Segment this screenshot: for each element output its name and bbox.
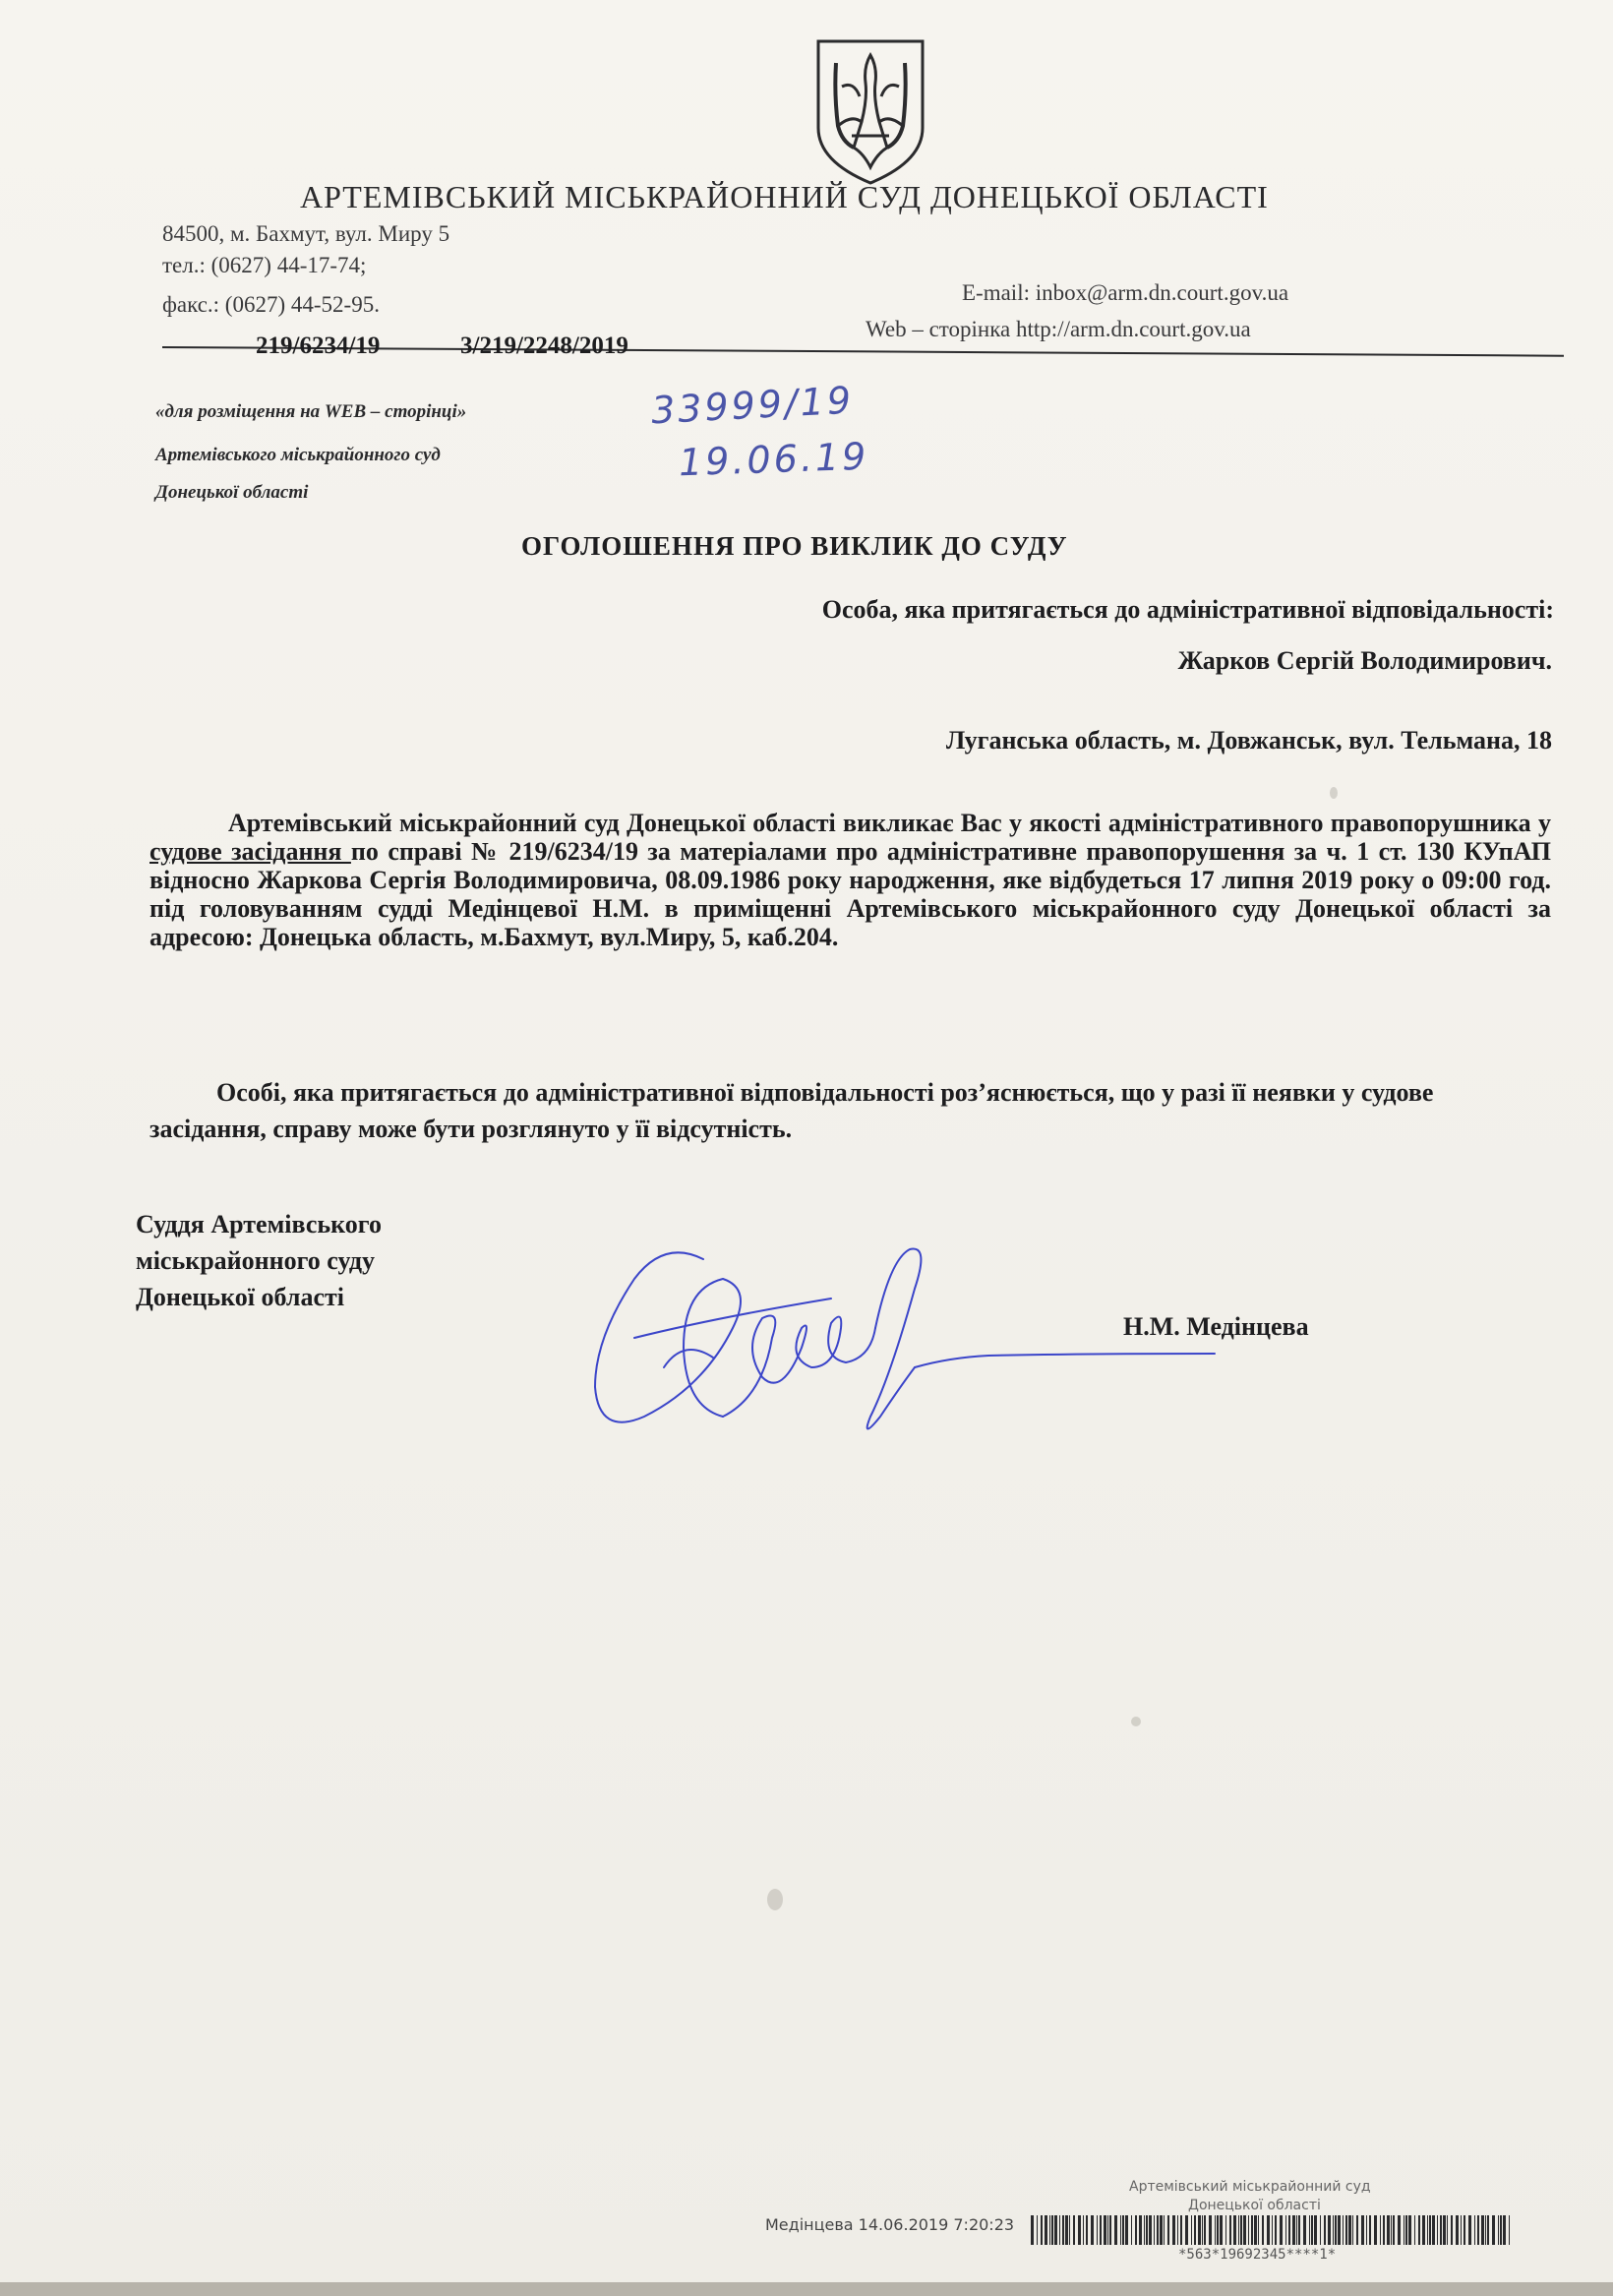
stamp-court-name: Артемівський міськрайонний суд: [1129, 2179, 1371, 2195]
barcode-bar: [1272, 2215, 1273, 2245]
barcode-bar: [1303, 2215, 1306, 2245]
barcode-bar: [1427, 2215, 1428, 2245]
handwritten-registration-date: 19.06.19: [678, 434, 869, 485]
barcode-bar: [1414, 2215, 1415, 2245]
barcode-bar: [1097, 2215, 1098, 2245]
outgoing-number: 3/219/2248/2019: [460, 332, 628, 359]
barcode-bar: [1383, 2215, 1385, 2245]
barcode-bar: [1468, 2215, 1471, 2245]
document-title: ОГОЛОШЕННЯ ПРО ВИКЛИК ДО СУДУ: [521, 531, 1068, 561]
court-fax: факс.: (0627) 44-52-95.: [162, 292, 380, 317]
barcode-bar: [1114, 2215, 1117, 2245]
barcode-bar: [1258, 2215, 1259, 2245]
barcode-bar: [1447, 2215, 1448, 2245]
barcode-bar: [1254, 2215, 1257, 2245]
barcode-bar: [1054, 2215, 1057, 2245]
barcode-bar: [1062, 2215, 1064, 2245]
barcode-bar: [1296, 2215, 1297, 2245]
barcode-bar: [1391, 2215, 1392, 2245]
barcode-bar: [1440, 2215, 1442, 2245]
barcode-bar: [1209, 2215, 1212, 2245]
court-address: 84500, м. Бахмут, вул. Миру 5: [162, 221, 450, 246]
trident-emblem-icon: [812, 37, 928, 187]
barcode-bar: [1292, 2215, 1295, 2245]
barcode-text: *563*19692345****1*: [1178, 2247, 1337, 2263]
barcode-bar: [1498, 2215, 1499, 2245]
barcode-bar: [1267, 2215, 1270, 2245]
barcode-bar: [1154, 2215, 1155, 2245]
summons-text-start: Артемівський міськрайонний суд Донецької області викликає Вас у якості адміністративного правопорушника у: [228, 809, 1551, 837]
barcode-bar: [1157, 2215, 1159, 2245]
court-website: Web – сторінка http://arm.dn.court.gov.ua: [866, 317, 1251, 341]
barcode-bar: [1073, 2215, 1075, 2245]
barcode-bar: [1393, 2215, 1395, 2245]
court-phone: тел.: (0627) 44-17-74;: [162, 253, 367, 277]
barcode-bar: [1503, 2215, 1506, 2245]
paper-speck: [1330, 787, 1338, 799]
barcode-bar: [1275, 2215, 1277, 2245]
barcode-bar: [1198, 2215, 1201, 2245]
barcode-bar: [1461, 2215, 1462, 2245]
barcode-bar: [1059, 2215, 1060, 2245]
paper-speck: [1131, 1717, 1141, 1726]
barcode-bar: [1144, 2215, 1145, 2245]
recipient-line-1: «для розміщення на WEB – сторінці»: [155, 401, 467, 422]
barcode-bar: [1191, 2215, 1192, 2245]
barcode-bar: [1051, 2215, 1053, 2245]
barcode-bar: [1333, 2215, 1334, 2245]
barcode-bar: [1298, 2215, 1300, 2245]
handwritten-registration-number: 33999/19: [649, 378, 856, 433]
barcode-bar: [1069, 2215, 1070, 2245]
barcode-bar: [1109, 2215, 1111, 2245]
barcode-bar: [1131, 2215, 1132, 2245]
barcode-bar: [1443, 2215, 1446, 2245]
barcode-bar: [1348, 2215, 1351, 2245]
barcode-bar: [1309, 2215, 1310, 2245]
barcode-bar: [1251, 2215, 1253, 2245]
barcode-bar: [1031, 2215, 1034, 2245]
barcode-bar: [1380, 2215, 1381, 2245]
barcode-bar: [1217, 2215, 1219, 2245]
barcode-bar: [1487, 2215, 1489, 2245]
notice-paragraph: Особі, яка притягається до адміністративної відповідальності роз’яснюється, що у разі її неявки у судове засідання, справу може бути розглянуто у її відсутність.: [149, 1078, 1434, 1143]
barcode-bar: [1324, 2215, 1326, 2245]
barcode-bar: [1078, 2215, 1081, 2245]
barcode-bar: [1311, 2215, 1313, 2245]
barcode-bar: [1456, 2215, 1459, 2245]
barcode-bar: [1180, 2215, 1182, 2245]
case-number: 219/6234/19: [256, 332, 381, 359]
barcode-bar: [1338, 2215, 1341, 2245]
barcode-bar: [1405, 2215, 1407, 2245]
barcode-bar: [1146, 2215, 1148, 2245]
barcode-bar: [1352, 2215, 1353, 2245]
barcode-bar: [1429, 2215, 1431, 2245]
paper-speck: [767, 1889, 783, 1910]
barcode-bar: [1320, 2215, 1321, 2245]
barcode-bar: [1361, 2215, 1364, 2245]
judge-title-line-2: міськрайонного суду: [136, 1246, 375, 1275]
barcode-bar: [1220, 2215, 1223, 2245]
barcode-bar: [1398, 2215, 1401, 2245]
barcode-bar: [1091, 2215, 1094, 2245]
barcode-bar: [1104, 2215, 1106, 2245]
barcode-bar: [1432, 2215, 1435, 2245]
barcode-bar: [1464, 2215, 1465, 2245]
barcode-bar: [1335, 2215, 1337, 2245]
barcode-bar: [1314, 2215, 1317, 2245]
barcode-bar: [1139, 2215, 1142, 2245]
judge-name: Н.М. Медінцева: [1123, 1312, 1309, 1341]
barcode-bar: [1474, 2215, 1475, 2245]
barcode-bar: [1167, 2215, 1169, 2245]
barcode-bar: [1437, 2215, 1438, 2245]
barcode-bar: [1045, 2215, 1047, 2245]
barcode-bar: [1177, 2215, 1178, 2245]
barcode-bar: [1049, 2215, 1050, 2245]
barcode-bar: [1451, 2215, 1453, 2245]
barcode-bar: [1149, 2215, 1152, 2245]
summons-paragraph: [149, 809, 1551, 951]
barcode-bar: [1262, 2215, 1264, 2245]
barcode-bar: [1160, 2215, 1163, 2245]
barcode-bar: [1240, 2215, 1242, 2245]
barcode-bar: [1243, 2215, 1246, 2245]
barcode-bar: [1238, 2215, 1239, 2245]
court-email: E-mail: inbox@arm.dn.court.gov.ua: [962, 280, 1289, 305]
barcode-bar: [1172, 2215, 1175, 2245]
stamp-court-region: Донецької області: [1188, 2198, 1321, 2213]
judge-title-line-1: Суддя Артемівського: [136, 1210, 382, 1239]
barcode-bar: [1041, 2215, 1043, 2245]
barcode-bar: [1345, 2215, 1347, 2245]
barcode-bar: [1477, 2215, 1479, 2245]
barcode-bar: [1500, 2215, 1502, 2245]
barcode-bar: [1343, 2215, 1344, 2245]
barcode-bar: [1387, 2215, 1390, 2245]
summons-text-end: по справі № 219/6234/19 за матеріалами про адміністративне правопорушення за ч. 1 ст. 130 КУпАП відносно Жаркова Сергія Володимировича, 08.09.1986 року народження, яке відбудеться 17 липня 2019 року о 09:00 год. під головуванням судді Медінцевої Н.М. в приміщенні Артемівського міськрайонного суду Донецької області за адресою: Донецька область, м.Бахмут, вул.Миру, 5, каб.204.: [149, 837, 1551, 951]
barcode-bar: [1037, 2215, 1038, 2245]
document-barcode: [1031, 2215, 1511, 2245]
person-name: Жарков Сергій Володимирович.: [1177, 646, 1552, 675]
barcode-bar: [1215, 2215, 1216, 2245]
barcode-bar: [1185, 2215, 1188, 2245]
barcode-bar: [1248, 2215, 1249, 2245]
barcode-bar: [1418, 2215, 1420, 2245]
barcode-bar: [1164, 2215, 1165, 2245]
barcode-bar: [1492, 2215, 1495, 2245]
barcode-bar: [1485, 2215, 1486, 2245]
barcode-bar: [1328, 2215, 1331, 2245]
barcode-bar: [1285, 2215, 1286, 2245]
barcode-bar: [1233, 2215, 1236, 2245]
barcode-bar: [1280, 2215, 1283, 2245]
barcode-bar: [1100, 2215, 1102, 2245]
summons-text-underlined: судове засідання: [149, 837, 351, 866]
court-name: АРТЕМІВСЬКИЙ МІСЬКРАЙОННИЙ СУД ДОНЕЦЬКОЇ ОБЛАСТІ: [300, 179, 1269, 214]
barcode-bar: [1225, 2215, 1226, 2245]
barcode-bar: [1202, 2215, 1203, 2245]
recipient-line-3: Донецької області: [155, 482, 309, 503]
stamp-author-timestamp: Медінцева 14.06.2019 7:20:23: [765, 2215, 1015, 2234]
barcode-bar: [1122, 2215, 1124, 2245]
barcode-bar: [1065, 2215, 1068, 2245]
barcode-bar: [1369, 2215, 1371, 2245]
barcode-bar: [1509, 2215, 1510, 2245]
recipient-line-2: Артемівського міськрайонного суд: [155, 445, 441, 465]
barcode-bar: [1120, 2215, 1121, 2245]
person-role: Особа, яка притягається до адміністративної відповідальності:: [821, 595, 1554, 624]
barcode-bar: [1288, 2215, 1290, 2245]
barcode-bar: [1125, 2215, 1128, 2245]
barcode-bar: [1135, 2215, 1137, 2245]
scan-edge: [0, 2282, 1613, 2296]
barcode-bar: [1356, 2215, 1358, 2245]
barcode-bar: [1374, 2215, 1377, 2245]
barcode-bar: [1204, 2215, 1206, 2245]
person-address: Луганська область, м. Довжанськ, вул. Тельмана, 18: [945, 726, 1552, 755]
barcode-bar: [1194, 2215, 1196, 2245]
barcode-bar: [1408, 2215, 1411, 2245]
barcode-bar: [1107, 2215, 1108, 2245]
barcode-bar: [1481, 2215, 1484, 2245]
barcode-bar: [1229, 2215, 1231, 2245]
judge-title-line-3: Донецької області: [136, 1283, 344, 1311]
barcode-bar: [1366, 2215, 1367, 2245]
barcode-bar: [1083, 2215, 1084, 2245]
barcode-bar: [1086, 2215, 1088, 2245]
barcode-bar: [1422, 2215, 1425, 2245]
